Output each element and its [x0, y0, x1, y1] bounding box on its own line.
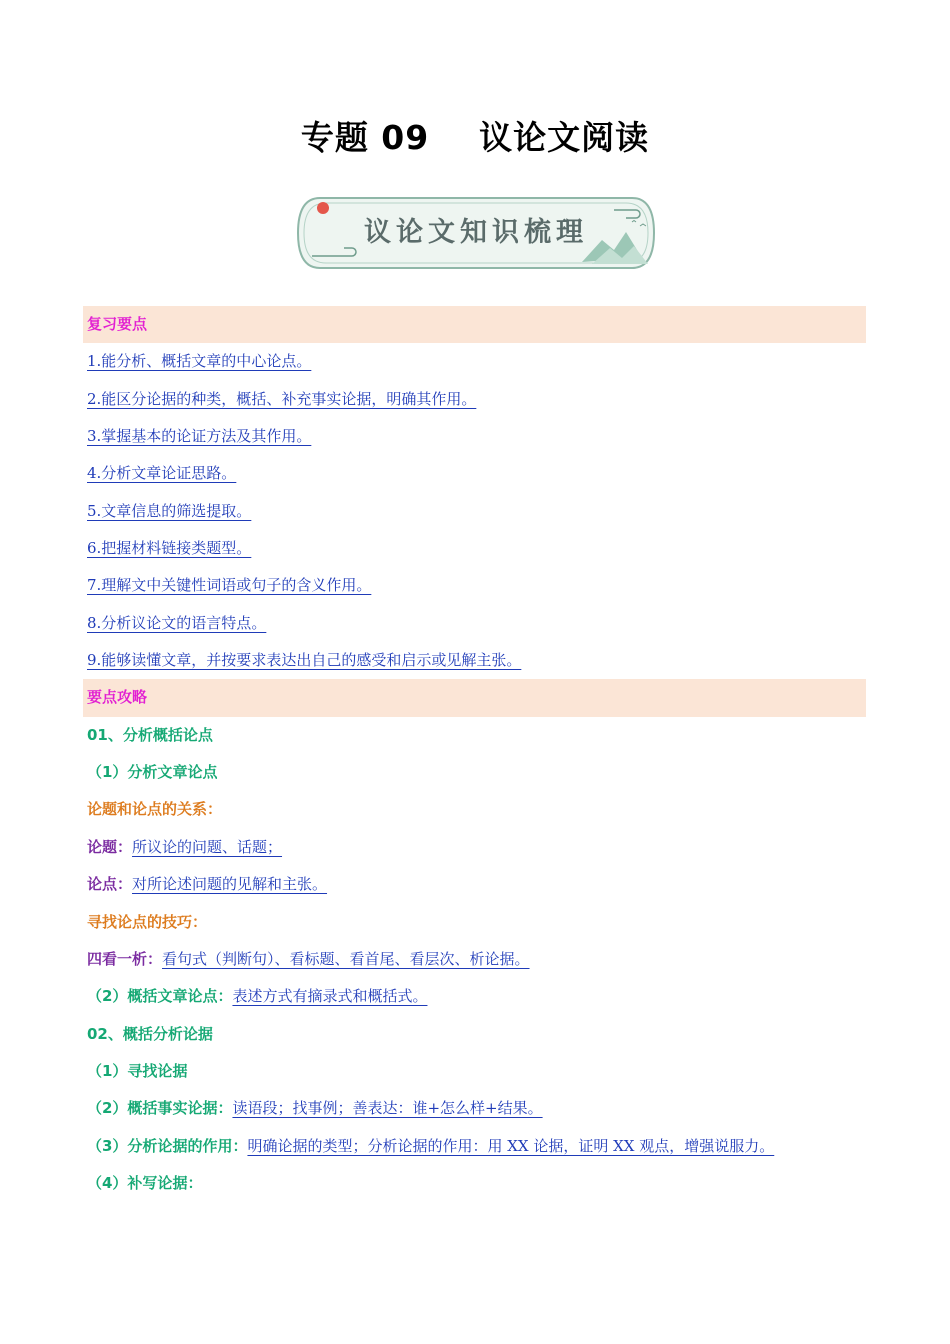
evidence-role-row [83, 1128, 866, 1165]
strategy-heading-row [83, 679, 866, 716]
thesis-row [83, 866, 866, 903]
thesis-link[interactable]: 对所论述问题的见解和主张。 [132, 875, 328, 894]
review-item [83, 605, 866, 642]
review-item-link[interactable]: 7.理解文中关键性词语或句子的含义作用。 [87, 576, 372, 595]
review-item [83, 343, 866, 380]
topic-label: 论题： [87, 837, 133, 856]
summarize-thesis-link[interactable]: 表述方式有摘录式和概括式。 [232, 987, 428, 1006]
evidence-role-label: （3）分析论据的作用： [87, 1136, 248, 1155]
section-02-title: 02、概括分析论据 [87, 1024, 213, 1043]
subsection-analyze-thesis: （1）分析文章论点 [87, 763, 218, 782]
page-title: 专题 09 议论文阅读 [300, 118, 650, 157]
summarize-thesis-label: （2）概括文章论点： [87, 987, 233, 1006]
review-item-link[interactable]: 1.能分析、概括文章的中心论点。 [87, 352, 312, 371]
section-01-title-row [83, 717, 866, 754]
strategy-heading: 要点攻略 [87, 688, 148, 707]
review-item [83, 567, 866, 604]
review-heading-row [83, 306, 866, 343]
review-item-link[interactable]: 8.分析议论文的语言特点。 [87, 613, 267, 632]
review-item-link[interactable]: 6.把握材料链接类题型。 [87, 539, 252, 558]
topic-row [83, 829, 866, 866]
find-evidence-label: （1）寻找论据 [87, 1061, 188, 1080]
review-item [83, 418, 866, 455]
summarize-evidence-link[interactable]: 读语段；找事例；善表达：谁+怎么样+结果。 [232, 1099, 543, 1118]
four-look-label: 四看一析： [87, 949, 163, 968]
review-item [83, 642, 866, 679]
add-evidence-row [83, 1165, 866, 1202]
section-02-title-row [83, 1016, 866, 1053]
review-item-link[interactable]: 9.能够读懂文章，并按要求表达出自己的感受和启示或见解主张。 [87, 651, 522, 670]
evidence-role-link[interactable]: 明确论据的类型；分析论据的作用：用 XX 论据，证明 XX 观点，增强说服力。 [247, 1136, 775, 1155]
banner-title: 议论文知识梳理 [364, 217, 588, 248]
section-01-title: 01、分析概括论点 [87, 725, 213, 744]
review-item-link[interactable]: 4.分析文章论证思路。 [87, 464, 237, 483]
review-item [83, 381, 866, 418]
review-heading: 复习要点 [87, 315, 148, 333]
review-item-link[interactable]: 3.掌握基本的论证方法及其作用。 [87, 427, 312, 446]
add-evidence-label: （4）补写论据： [87, 1173, 203, 1192]
review-item [83, 530, 866, 567]
topic-link[interactable]: 所议论的问题、话题； [132, 837, 283, 856]
thesis-label: 论点： [87, 875, 133, 894]
skills-row [83, 904, 866, 941]
find-evidence-row [83, 1053, 866, 1090]
relation-row [83, 791, 866, 828]
content-body [83, 306, 866, 1202]
thesis-skills-label: 寻找论点的技巧： [87, 912, 208, 931]
review-item-link[interactable]: 2.能区分论据的种类，概括、补充事实论据，明确其作用。 [87, 389, 477, 408]
summarize-evidence-row [83, 1090, 866, 1127]
section-banner [292, 192, 660, 274]
subsection-row [83, 754, 866, 791]
review-item [83, 493, 866, 530]
topic-thesis-relation-label: 论题和论点的关系： [87, 800, 223, 819]
four-look-row [83, 941, 866, 978]
four-look-link[interactable]: 看句式（判断句）、看标题、看首尾、看层次、析论据。 [162, 949, 530, 968]
summarize-evidence-label: （2）概括事实论据： [87, 1099, 233, 1118]
review-item [83, 455, 866, 492]
review-item-link[interactable]: 5.文章信息的筛选提取。 [87, 501, 252, 520]
summarize-thesis-row [83, 978, 866, 1015]
